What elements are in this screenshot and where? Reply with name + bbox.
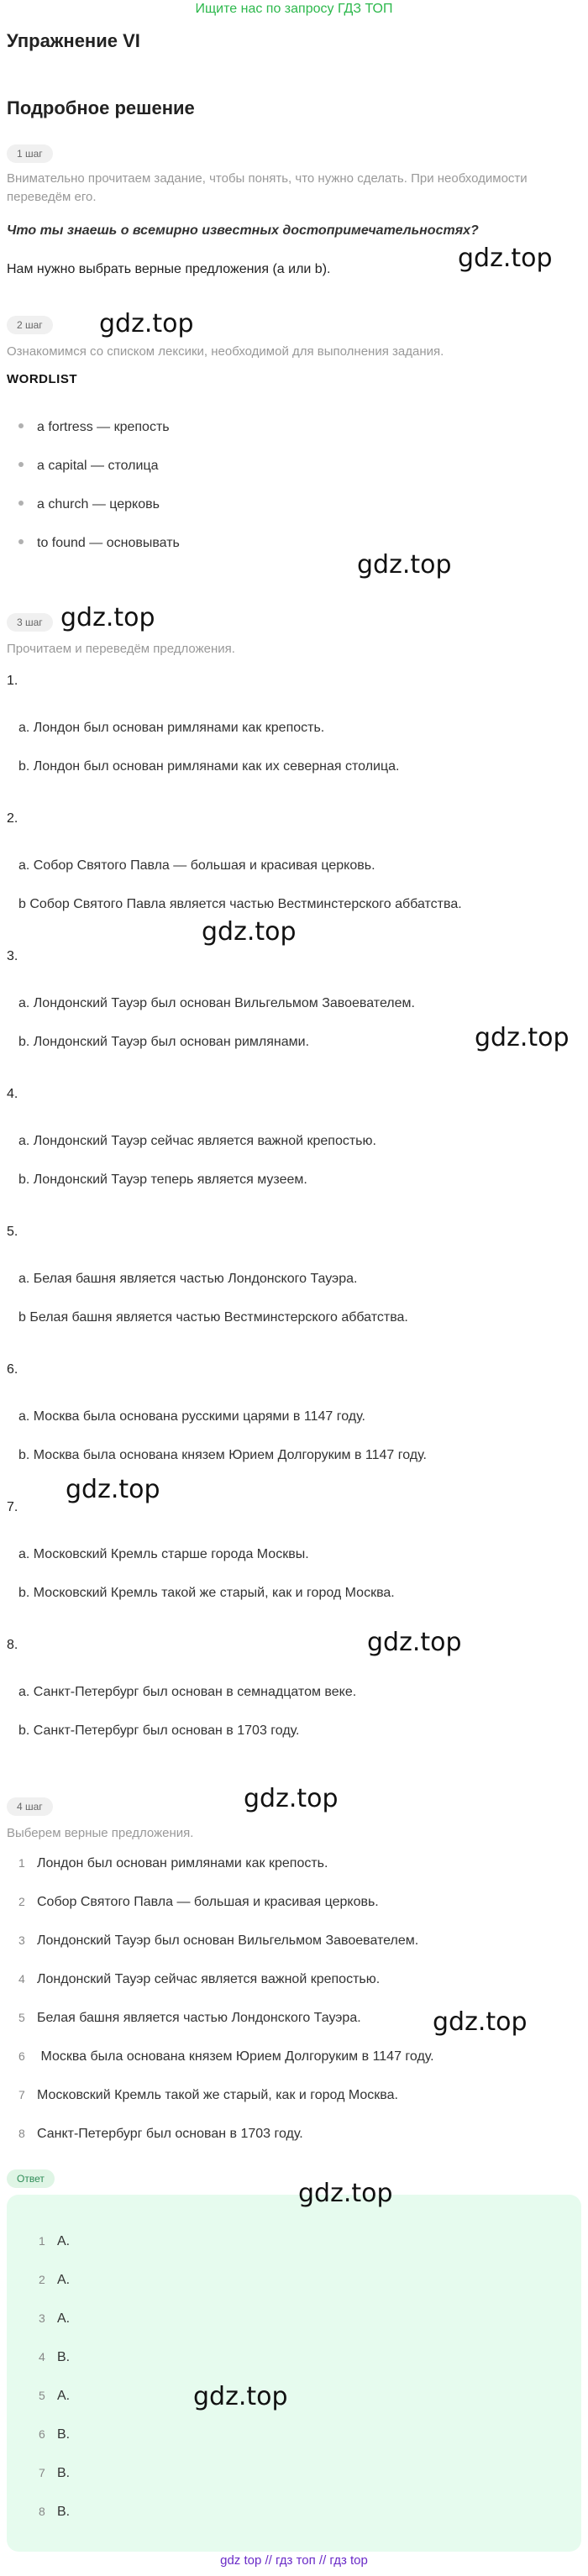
list-item: 1 Лондон был основан римлянами как крепость.: [18, 1856, 328, 1870]
watermark: gdz.top: [99, 309, 194, 338]
answer-box: [7, 2195, 581, 2552]
step-2-hint: Ознакомимся со списком лексики, необходимой для выполнения задания.: [7, 344, 444, 359]
wordlist-item: to found — основывать: [18, 536, 180, 551]
watermark: gdz.top: [433, 2007, 528, 2037]
sentence-option-b: b. Лондонский Тауэр был основан римлянами.: [18, 1035, 310, 1049]
step-1-question: Что ты знаешь о всемирно известных достопримечательностях?: [7, 223, 479, 238]
list-item: 8 Санкт-Петербург был основан в 1703 году.: [18, 2127, 303, 2141]
sentence-option-a: a. Московский Кремль старше города Москвы.: [18, 1547, 309, 1561]
sentence-option-b: b. Москва была основана князем Юрием Долгоруким в 1147 году.: [18, 1448, 427, 1462]
sentence-option-a: a. Лондонский Тауэр был основан Вильгельмом Завоевателем.: [18, 996, 415, 1010]
watermark: gdz.top: [60, 603, 155, 632]
sentence-option-b: b. Лондон был основан римлянами как их северная столица.: [18, 759, 400, 774]
bullet-dot-icon: [18, 501, 24, 506]
sentence-option-b: b Собор Святого Павла является частью Вестминстерского аббатства.: [18, 897, 462, 911]
watermark: gdz.top: [357, 550, 452, 580]
list-item: 2 Собор Святого Павла — большая и красивая церковь.: [18, 1895, 379, 1909]
list-item: 5 Белая башня является частью Лондонского Тауэра.: [18, 2011, 361, 2025]
answer-item: 6 B.: [39, 2427, 71, 2442]
list-item: 3 Лондонский Тауэр был основан Вильгельмом Завоевателем.: [18, 1933, 419, 1948]
sentence-option-b: b. Московский Кремль такой же старый, как и город Москва.: [18, 1586, 395, 1600]
sentence-number: 4.: [7, 1087, 18, 1101]
step-1-hint-line-1: Внимательно прочитаем задание, чтобы понять, что нужно сделать. При необходимости: [7, 171, 528, 186]
sentence-number: 8.: [7, 1638, 18, 1652]
wordlist-title: WORDLIST: [7, 372, 77, 386]
step-3-hint: Прочитаем и переведём предложения.: [7, 642, 235, 656]
list-item: 7 Московский Кремль такой же старый, как и город Москва.: [18, 2088, 398, 2102]
answer-item: 1 A.: [39, 2234, 71, 2248]
step-4-chip: 4 шаг: [7, 1797, 53, 1816]
bullet-dot-icon: [18, 539, 24, 544]
answer-item: 8 B.: [39, 2505, 71, 2519]
step-2-chip: 2 шаг: [7, 316, 53, 334]
answer-item: 7 B.: [39, 2466, 71, 2480]
answer-item: 5 A.: [39, 2389, 71, 2403]
sentence-option-a: a. Лондон был основан римлянами как крепость.: [18, 721, 325, 735]
answer-item: 3 A.: [39, 2311, 71, 2326]
wordlist-item: a church — церковь: [18, 497, 160, 512]
watermark: gdz.top: [458, 244, 553, 273]
top-banner[interactable]: Ищите нас по запросу ГДЗ ТОП: [195, 2, 393, 16]
sentence-option-a: a. Санкт-Петербург был основан в семнадцатом веке.: [18, 1685, 357, 1699]
wordlist-item: a capital — столица: [18, 459, 159, 474]
watermark: gdz.top: [202, 917, 297, 947]
bullet-dot-icon: [18, 423, 24, 428]
sentence-option-b: b. Санкт-Петербург был основан в 1703 году.: [18, 1723, 300, 1738]
sentence-number: 7.: [7, 1500, 18, 1514]
answer-item: 4 B.: [39, 2350, 71, 2364]
step-1-chip: 1 шаг: [7, 144, 53, 163]
step-3-chip: 3 шаг: [7, 613, 53, 632]
watermark: gdz.top: [475, 1023, 570, 1052]
step-1-hint-line-2: переведём его.: [7, 190, 97, 204]
answer-item: 2 A.: [39, 2273, 71, 2287]
watermark: gdz.top: [367, 1628, 462, 1657]
sentence-option-a: a. Москва была основана русскими царями в 1147 году.: [18, 1409, 365, 1424]
sentence-option-a: a. Лондонский Тауэр сейчас является важной крепостью.: [18, 1134, 376, 1148]
list-item: 4 Лондонский Тауэр сейчас является важной крепостью.: [18, 1972, 381, 1986]
sentence-option-a: a. Белая башня является частью Лондонского Тауэра.: [18, 1272, 358, 1286]
watermark: gdz.top: [193, 2382, 288, 2411]
watermark: gdz.top: [66, 1475, 160, 1504]
footer-links[interactable]: gdz top // гдз топ // гдз top: [220, 2553, 368, 2568]
answer-chip: Ответ: [7, 2169, 55, 2188]
watermark: gdz.top: [298, 2179, 393, 2208]
sentence-number: 2.: [7, 811, 18, 826]
sentence-option-a: a. Собор Святого Павла — большая и красивая церковь.: [18, 858, 375, 873]
wordlist-item: a fortress — крепость: [18, 420, 170, 435]
solution-title: Подробное решение: [7, 97, 195, 118]
step-4-hint: Выберем верные предложения.: [7, 1826, 194, 1840]
sentence-number: 5.: [7, 1225, 18, 1239]
bullet-dot-icon: [18, 462, 24, 467]
sentence-option-b: b Белая башня является частью Вестминстерского аббатства.: [18, 1310, 408, 1325]
exercise-title: Упражнение VI: [7, 30, 140, 51]
watermark: gdz.top: [244, 1784, 339, 1813]
sentence-number: 3.: [7, 949, 18, 963]
sentence-option-b: b. Лондонский Тауэр теперь является музеем.: [18, 1173, 307, 1187]
step-1-task: Нам нужно выбрать верные предложения (a или b).: [7, 262, 331, 276]
sentence-number: 6.: [7, 1362, 18, 1377]
list-item: 6 Москва была основана князем Юрием Долгоруким в 1147 году.: [18, 2049, 434, 2064]
sentence-number: 1.: [7, 674, 18, 688]
